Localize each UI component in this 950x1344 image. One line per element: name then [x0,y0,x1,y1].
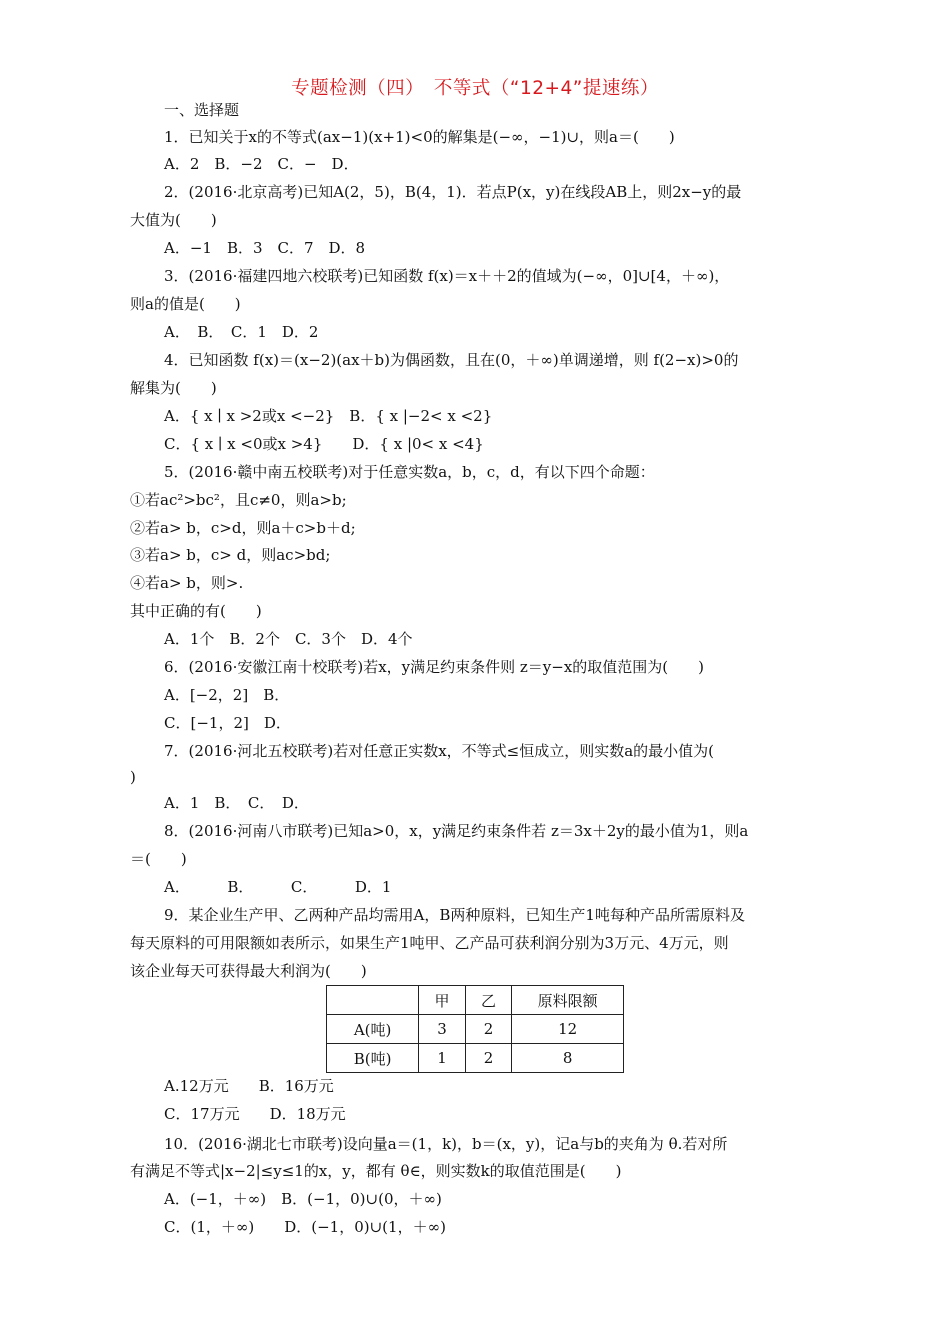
table-cell: 2 [465,1015,512,1044]
table-row [327,1044,624,1073]
question-2-stem-cont: 大值为( ) [130,211,217,229]
question-4-options-cd: C．{ x ∣ x <0或x >4} D．{ x |0< x <4} [164,435,484,453]
question-5-proposition-4: ④若a> b，则>. [130,574,244,592]
question-6-options-cd: C．[−1，2] D． [164,714,291,732]
question-4-options-ab: A．{ x ∣ x >2或x <−2} B．{ x |−2< x <2} [164,407,493,425]
question-5-proposition-2: ②若a> b，c>d，则a＋c>b＋d; [130,519,356,537]
section-heading: 一、选择题 [164,101,240,119]
question-4-stem-cont: 解集为( ) [130,379,217,397]
question-5-options: A．1个 B．2个 C．3个 D．4个 [164,630,413,648]
question-3-stem-cont: 则a的值是( ) [130,295,241,313]
question-8-stem-cont: ＝( ) [130,850,187,868]
question-7-stem: 7．(2016·河北五校联考)若对任意正实数x，不等式≤恒成立，则实数a的最小值为( [164,742,715,760]
table-row [327,1015,624,1044]
materials-table [326,985,624,1073]
table-cell: A(吨) [327,1015,419,1044]
question-1-options: A．2 B．−2 C．− D． [164,155,359,173]
question-5-proposition-1: ①若ac²>bc²，且c≠0，则a>b; [130,491,347,509]
table-header-cell: 原料限额 [512,986,624,1015]
table-cell: 8 [512,1044,624,1073]
page-title: 专题检测（四） 不等式（“12+4”提速练） [291,78,659,99]
question-9-stem: 9．某企业生产甲、乙两种产品均需用A，B两种原料，已知生产1吨每种产品所需原料及 [164,906,745,924]
question-7-stem-cont: ) [130,768,136,786]
table-header-cell: 乙 [465,986,512,1015]
question-9-options-cd: C．17万元 D．18万元 [164,1105,346,1123]
table-cell: 12 [512,1015,624,1044]
table-cell: 1 [419,1044,466,1073]
question-10-stem: 10．(2016·湖北七市联考)设向量a＝(1，k)，b＝(x，y)，记a与b的夹角为 θ.若对所 [164,1135,728,1153]
question-2-options: A．−1 B．3 C．7 D．8 [164,239,366,257]
question-5-stem: 5．(2016·赣中南五校联考)对于任意实数a，b，c，d，有以下四个命题： [164,463,655,481]
table-cell: 3 [419,1015,466,1044]
question-6-options-ab: A．[−2，2] B． [164,686,290,704]
question-6-stem: 6．(2016·安徽江南十校联考)若x，y满足约束条件则 z＝y−x的取值范围为( ) [164,658,705,676]
table-header-cell: 甲 [419,986,466,1015]
question-8-options: A． B． C． D．1 [164,878,392,896]
question-3-options: A． B． C．1 D．2 [164,323,319,341]
table-cell: 2 [465,1044,512,1073]
table-header-cell [327,986,419,1015]
question-3-stem: 3．(2016·福建四地六校联考)已知函数 f(x)＝x＋＋2的值域为(−∞，0]∪[4，＋∞)， [164,267,730,285]
question-4-stem: 4．已知函数 f(x)＝(x−2)(ax＋b)为偶函数，且在(0，＋∞)单调递增，则 f(2−x)>0的 [164,351,739,369]
table-cell: B(吨) [327,1044,419,1073]
table-header-row [327,986,624,1015]
question-5-proposition-3: ③若a> b，c> d，则ac>bd; [130,546,331,564]
question-9-stem-cont-1: 每天原料的可用限额如表所示，如果生产1吨甲、乙产品可获利润分别为3万元、4万元，则 [130,934,729,952]
question-5-ask: 其中正确的有( ) [130,602,262,620]
question-1-stem: 1．已知关于x的不等式(ax−1)(x+1)<0的解集是(−∞，−1)∪，则a＝( ) [164,128,675,146]
question-10-options-ab: A．(−1，＋∞) B．(−1，0)∪(0，＋∞) [164,1190,442,1208]
question-2-stem: 2．(2016·北京高考)已知A(2，5)，B(4，1)．若点P(x，y)在线段AB上，则2x−y的最 [164,183,742,201]
question-8-stem: 8．(2016·河南八市联考)已知a>0，x，y满足约束条件若 z＝3x＋2y的最小值为1，则a [164,822,749,840]
question-10-options-cd: C．(1，＋∞) D．(−1，0)∪(1，＋∞) [164,1218,446,1236]
question-10-stem-cont: 有满足不等式|x−2|≤y≤1的x，y，都有 θ∈，则实数k的取值范围是( ) [130,1162,622,1180]
question-9-options-ab: A.12万元 B．16万元 [164,1077,334,1095]
question-9-stem-cont-2: 该企业每天可获得最大利润为( ) [130,962,367,980]
question-7-options: A．1 B． C． D． [164,794,309,812]
